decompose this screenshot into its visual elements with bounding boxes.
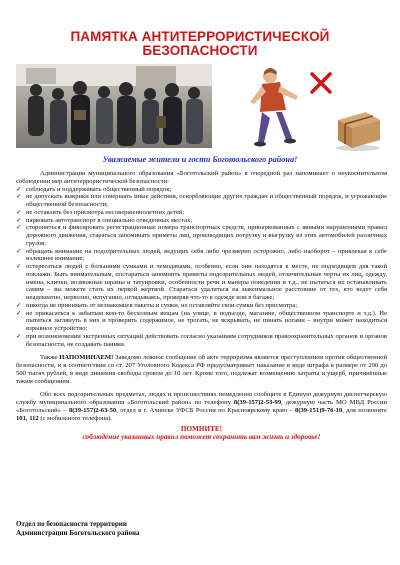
phone-edds: 8(39-157)2-53-99 (233, 399, 282, 406)
phone-police: 8(39-157)2-63-50 (68, 406, 117, 414)
list-item: ✓ не прикасаться к забытым кем-то бесхозным вещам (на улице, в подъезде, магазине, общественном транспорте и т.д.). Не пытаться заглянуть в них и проверить содержимое, не трогать, не вскрывать, не пинать ногами – внутри может находиться взрывное устройство; (16, 310, 387, 333)
rules-list (16, 186, 387, 349)
remember-line: соблюдение указанных правил поможет сохранить вам жизнь и здоровье! (82, 433, 321, 441)
report-text-2: , дежурную часть МО МВД России «Боготольский» – (16, 399, 387, 414)
remember-heading: ПОМНИТЕ! (180, 425, 223, 434)
suspicious-package-illustration (226, 62, 386, 152)
memo-title (20, 30, 380, 58)
report-text-1: Обо всех подозрительных предметах, людях и происшествиях немедленно сообщите в Единую дежурную диспетчерскую службу муниципального образования «Боготольский район» по телефону (16, 391, 387, 406)
intro-paragraph: Администрация муниципального образования «Боготольский район» в очередной раз напоминает о неукоснительном соблюдении мер антитеррористической безопасности: (16, 170, 387, 185)
department-signature (16, 520, 316, 537)
phone-fsb: 8(39-151)9-76-10 (295, 406, 343, 414)
memo-body (16, 170, 387, 442)
phone-emergency: 101, 112 (16, 414, 39, 422)
list-item: ✓ при возникновении экстренных ситуаций действовать согласно указаниям сотрудников правоохранительных органов и органов безопасности, не создавать паники. (16, 333, 387, 349)
reminder-lead: Также (40, 354, 58, 362)
reminder-paragraph (16, 354, 387, 385)
crowd-photo (16, 64, 212, 148)
list-item: ✓ парковать автотранспорт в специально отведенных местах; (16, 217, 387, 225)
reminder-emphasis: НАПОМИНАЕМ! (59, 354, 114, 362)
list-item: ✓ сторониться и фиксировать регистрационные номера транспортных средств, припаркованных с явными нарушениями правил дорожного движения, стараться запоминать приметы лиц, производящих погрузку и выгрузку из этих автомобилей различных грузов; (16, 224, 387, 247)
report-text-3: , отдел в г. Ачинске УФСБ России по Красноярскому краю – (116, 406, 293, 414)
department-line1: Отдел по безопасности территории (16, 520, 127, 528)
list-item: ✓ никогда не принимать от незнакомцев пакеты и сумки, не оставляйте свои сумки без присмотра; (16, 302, 387, 310)
department-line2: Администрации Боготольского района (16, 528, 140, 537)
reminder-text: Заведомо ложное сообщение об акте терроризма является преступлением против общественной безопасности, и в соответствии со ст. 207 Уголовного Кодекса РФ предусматривает наказание в виде штрафа в размере от 200 до 500 тысяч рублей, в виде лишения свободы сроком до 10 лет. Кроме того, подлежат возмещению затраты и ущерб, причинённые таким сообщением. (16, 354, 387, 385)
list-item: ✓ соблюдать и поддерживать общественный порядок; (16, 186, 387, 194)
list-item: ✓ остерегаться людей с большими сумками и чемоданами, особенно, если они находятся в месте, не подходящем для такой поклажи. Быть внимательным, постараться запомнить приметы подозрительных людей, отличительные черты их лиц, одежду, имена, клички, возможные шрамы и татуировки, особенности речи и манеры поведения и т.д., не пытаться их останавливать самим – вы можете стать их первой жертвой. Стараться удалиться на максимальное расстояние от тех, кто ведет себя неадекватно, нервозно, испуганно, оглядываясь, проверяя что-то в одежде или в багаже; (16, 263, 387, 302)
report-paragraph (16, 391, 387, 422)
report-text-4: , для позвоните (342, 406, 387, 414)
list-item: ✓ не допускать выкрики или совершать иные действия, оскорбляющие других граждан и общественный порядок, и угрожающие общественной безопасности; (16, 193, 387, 209)
memo-title-line2: БЕЗОПАСНОСТИ (142, 43, 258, 58)
greeting-heading: Уважаемые жители и гости Боготольского района! (102, 155, 298, 164)
list-item: ✓ обращать внимание на подозрительных людей, ведущих себя либо чрезмерно осторожно, либо наоборот – привлекая к себе излишнее внимание; (16, 248, 387, 264)
list-item: ✓ не оставлять без присмотра несовершеннолетних детей; (16, 209, 387, 217)
report-text-5: (с мобильного телефона). (40, 414, 113, 422)
memo-title-line1: ПАМЯТКА АНТИТЕРРОРИСТИЧЕСКОЙ (70, 29, 330, 44)
